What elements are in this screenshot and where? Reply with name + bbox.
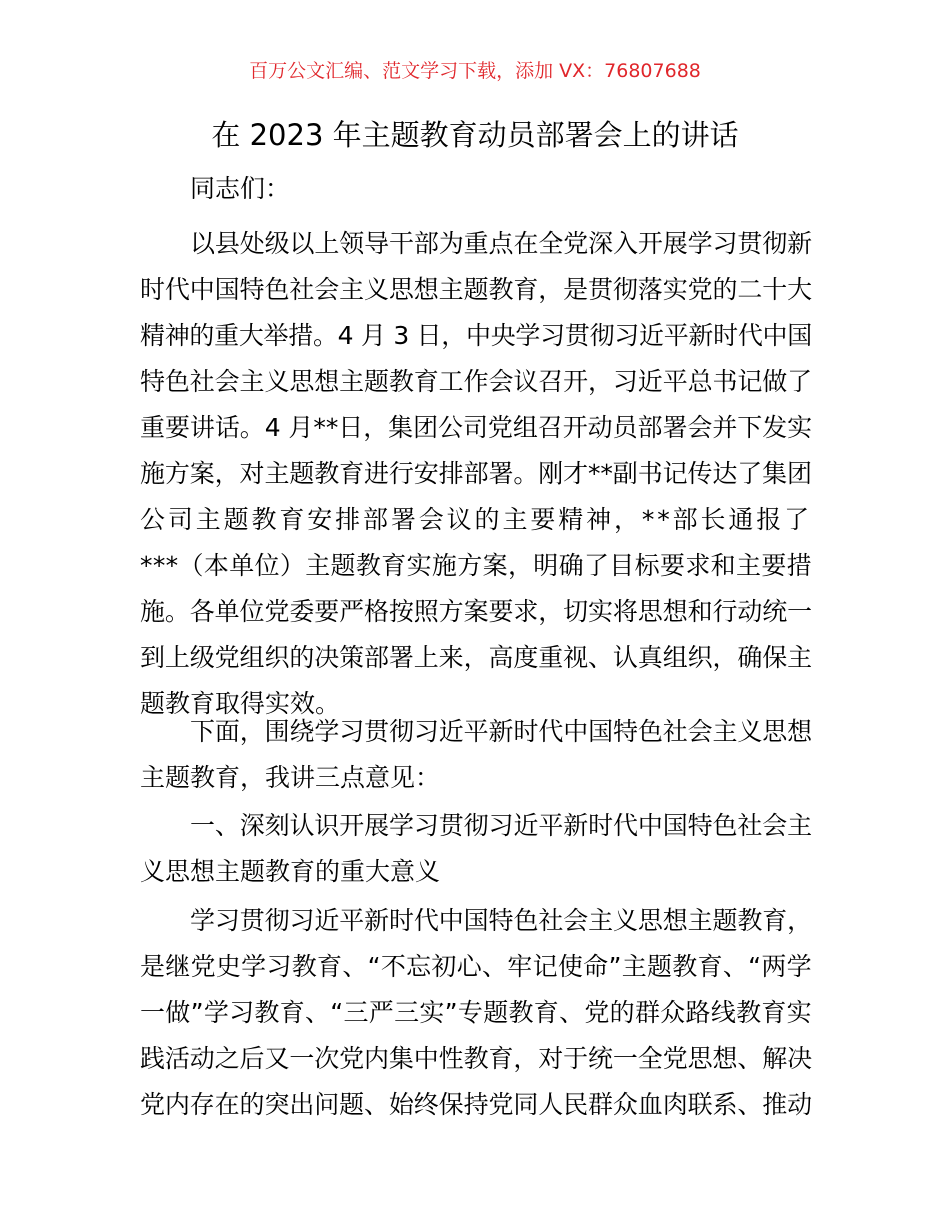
paragraph-line [140, 997, 812, 1029]
paragraph-line-text: 主题教育，我讲三点意见： [140, 763, 441, 792]
paragraph-line-text: 重要讲话。4 月**日，集团公司党组召开动员部署会并下发实 [140, 413, 813, 442]
paragraph-line [140, 320, 812, 352]
paragraph-line-text: 是继党史学习教育、“不忘初心、牢记使命”主题教育、“两学 [140, 952, 812, 981]
paragraph-line [140, 274, 812, 306]
paragraph-line-text: 精神的重大举措。4 月 3 日，中央学习贯彻习近平新时代中国 [140, 321, 812, 350]
paragraph-line-text: 特色社会主义思想主题教育工作会议召开，习近平总书记做了 [140, 367, 813, 396]
paragraph-line-text: 党内存在的突出问题、始终保持党同人民群众血肉联系、推动 [140, 1090, 813, 1119]
paragraph-line-text: 施方案，对主题教育进行安排部署。刚才**副书记传达了集团 [140, 459, 812, 488]
paragraph-line [190, 716, 812, 748]
paragraph-line [140, 596, 812, 628]
paragraph-line-text: 下面，围绕学习贯彻习近平新时代中国特色社会主义思想 [190, 717, 813, 746]
paragraph-line-text: ***（本单位）主题教育实施方案，明确了目标要求和主要措 [140, 551, 813, 580]
paragraph-line [140, 762, 812, 794]
paragraph-line-text: 一、深刻认识开展学习贯彻习近平新时代中国特色社会主 [190, 811, 813, 840]
paragraph-line [140, 504, 812, 536]
paragraph-line [190, 228, 812, 260]
paragraph-line [190, 905, 812, 937]
paragraph-line-text: 一做”学习教育、“三严三实”专题教育、党的群众路线教育实 [140, 998, 812, 1027]
paragraph-line [190, 810, 812, 842]
paragraph-line-text: 义思想主题教育的重大意义 [140, 857, 441, 886]
paragraph-line [140, 856, 812, 888]
paragraph-line-text: 时代中国特色社会主义思想主题教育，是贯彻落实党的二十大 [140, 275, 813, 304]
paragraph-line [140, 642, 812, 674]
paragraph-line [140, 1089, 812, 1121]
paragraph-line-text: 学习贯彻习近平新时代中国特色社会主义思想主题教育， [190, 906, 813, 935]
paragraph-line [140, 412, 812, 444]
paragraph-line-text: 以县处级以上领导干部为重点在全党深入开展学习贯彻新 [190, 229, 813, 258]
document-title: 在 2023 年主题教育动员部署会上的讲话 [211, 118, 739, 152]
paragraph-line-text: 到上级党组织的决策部署上来，高度重视、认真组织，确保主 [140, 643, 813, 672]
paragraph-line-text: 题教育取得实效。 [140, 689, 341, 718]
paragraph-line-text: 施。各单位党委要严格按照方案要求，切实将思想和行动统一 [140, 597, 813, 626]
paragraph-line-text: 践活动之后又一次党内集中性教育，对于统一全党思想、解决 [140, 1044, 813, 1073]
paragraph-line-text: 公司主题教育安排部署会议的主要精神，**部长通报了 [140, 505, 813, 534]
paragraph-line [140, 366, 812, 398]
paragraph-line [140, 458, 812, 490]
paragraph-line [140, 550, 812, 582]
paragraph-line [140, 1043, 812, 1075]
greeting: 同志们： [190, 174, 291, 203]
header-watermark: 百万公文汇编、范文学习下载，添加 VX：76807688 [249, 60, 701, 82]
paragraph-line [140, 951, 812, 983]
